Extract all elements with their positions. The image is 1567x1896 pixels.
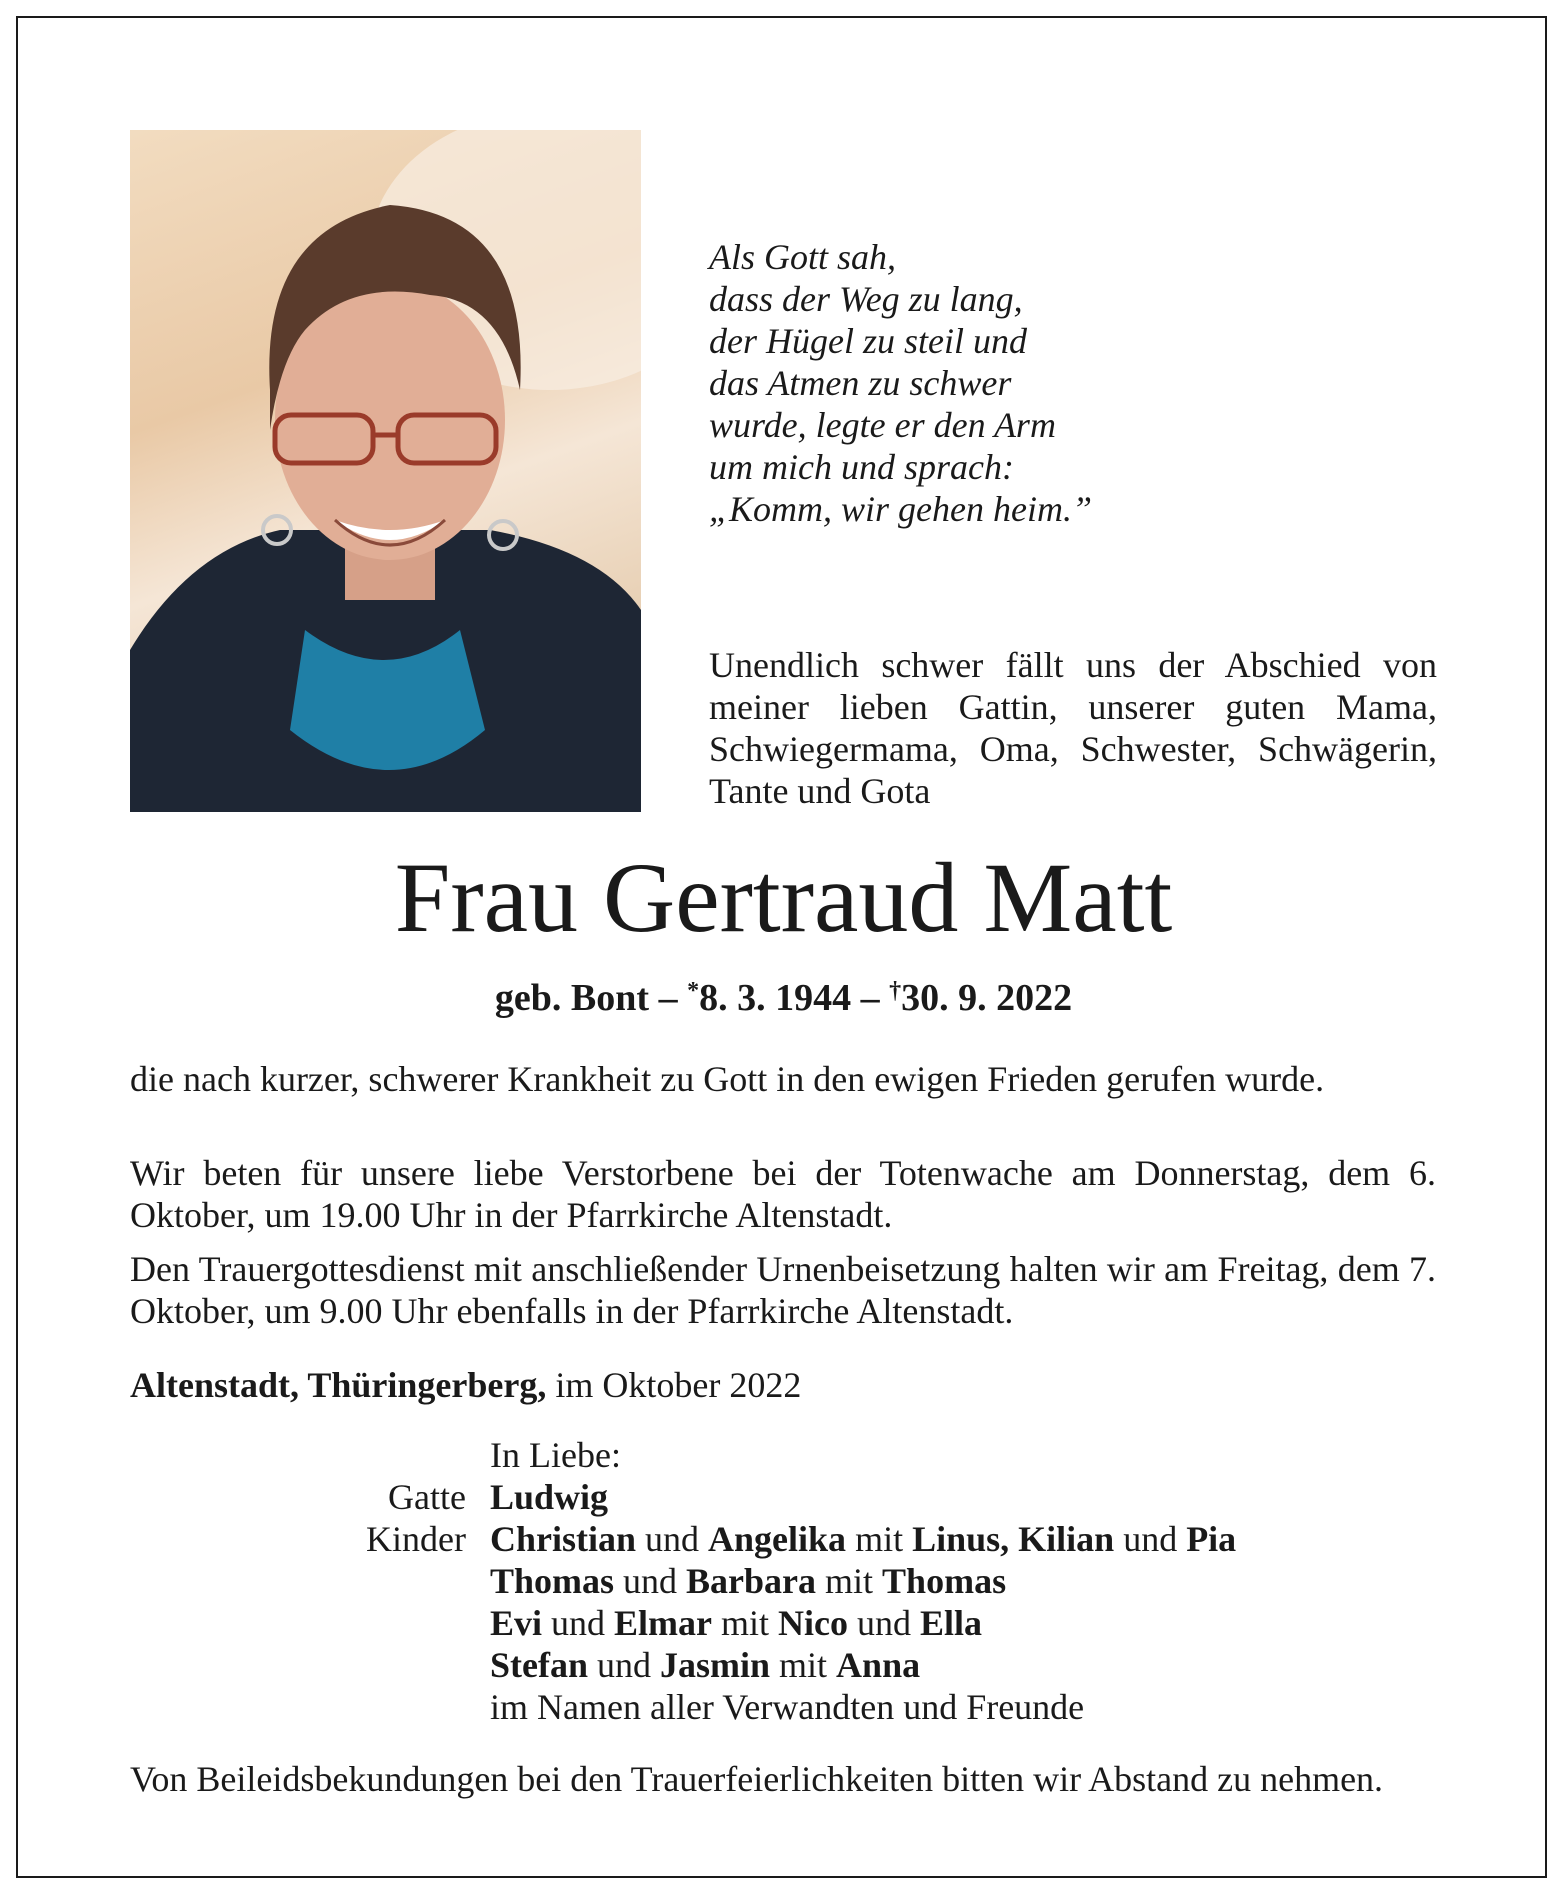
connector: mit — [770, 1645, 837, 1685]
child-name: Thomas — [490, 1561, 615, 1601]
paragraph-passing: die nach kurzer, schwerer Krankheit zu Gott in den ewigen Frieden gerufen wurde. — [130, 1059, 1325, 1099]
family-footer: im Namen aller Verwandten und Freunde — [490, 1687, 1085, 1727]
death-date: 30. 9. 2022 — [901, 977, 1073, 1019]
connector: und — [542, 1603, 615, 1643]
children-role: Kinder — [366, 1519, 466, 1559]
place-date — [130, 1364, 1430, 1406]
spouse-role: Gatte — [388, 1477, 466, 1517]
poem — [709, 236, 1269, 530]
deceased-name: Frau Gertraud Matt — [394, 842, 1173, 953]
children-line — [490, 1602, 982, 1644]
connector: und — [588, 1645, 660, 1685]
poem-line: dass der Weg zu lang, — [709, 279, 1023, 319]
connector: und — [614, 1561, 687, 1601]
connector: mit — [846, 1519, 913, 1559]
poem-line: Als Gott sah, — [709, 237, 897, 277]
poem-line: um mich und sprach: — [709, 447, 1014, 487]
connector: und — [636, 1519, 709, 1559]
closing-text: Von Beileidsbekundungen bei den Trauerfeierlichkeiten bitten wir Abstand zu nehmen. — [130, 1759, 1384, 1799]
child-name: Angelika — [708, 1519, 847, 1559]
child-name: Barbara — [686, 1561, 817, 1601]
place-location: Altenstadt, Thüringerberg, — [130, 1365, 547, 1405]
child-name: Thomas — [882, 1561, 1007, 1601]
place-month: im Oktober 2022 — [555, 1365, 802, 1405]
children-line — [490, 1518, 1236, 1560]
child-name: Evi — [490, 1603, 543, 1643]
child-name: Jasmin — [660, 1645, 771, 1685]
portrait-photo — [130, 130, 641, 812]
children-line — [490, 1644, 920, 1686]
connector: und — [848, 1603, 920, 1643]
spouse-name: Ludwig — [490, 1477, 609, 1517]
connector: mit — [816, 1561, 883, 1601]
child-name: Anna — [836, 1645, 921, 1685]
intro-text: Unendlich schwer fällt uns der Abschied von meiner lieben Gattin, unserer guten Mama, Schwiegermama, Oma, Schwester, Schwägerin, Tante und Gota — [709, 645, 1437, 811]
poem-line: „Komm, wir gehen heim.” — [709, 489, 1093, 529]
birth-date: 8. 3. 1944 — [699, 977, 852, 1019]
child-name: Stefan — [490, 1645, 588, 1685]
maiden-name: geb. Bont — [494, 977, 650, 1019]
dash: – — [860, 977, 880, 1019]
child-name: Nico — [778, 1603, 848, 1643]
child-name: Ella — [920, 1603, 983, 1643]
child-name: Linus, Kilian — [912, 1519, 1115, 1559]
poem-line: das Atmen zu schwer — [709, 363, 1012, 403]
family-heading: In Liebe: — [490, 1435, 621, 1475]
child-name: Pia — [1186, 1519, 1237, 1559]
poem-line: wurde, legte er den Arm — [709, 405, 1056, 445]
children-line — [490, 1560, 1006, 1602]
child-name: Christian — [490, 1519, 637, 1559]
dash: – — [658, 977, 678, 1019]
death-symbol: † — [889, 978, 902, 1004]
connector: und — [1114, 1519, 1187, 1559]
child-name: Elmar — [614, 1603, 712, 1643]
paragraph-funeral: Den Trauergottesdienst mit anschließender Urnenbeisetzung halten wir am Freitag, dem 7. Oktober, um 9.00 Uhr ebenfalls in der Pfarrkirche Altenstadt. — [130, 1249, 1436, 1331]
birth-symbol: * — [687, 978, 700, 1004]
life-dates — [0, 968, 1567, 1021]
paragraph-wake: Wir beten für unsere liebe Verstorbene bei der Totenwache am Donnerstag, dem 6. Oktober, um 19.00 Uhr in der Pfarrkirche Altenstadt. — [130, 1153, 1436, 1235]
family-list — [130, 1434, 1450, 1728]
poem-line: der Hügel zu steil und — [709, 321, 1027, 361]
connector: mit — [712, 1603, 779, 1643]
